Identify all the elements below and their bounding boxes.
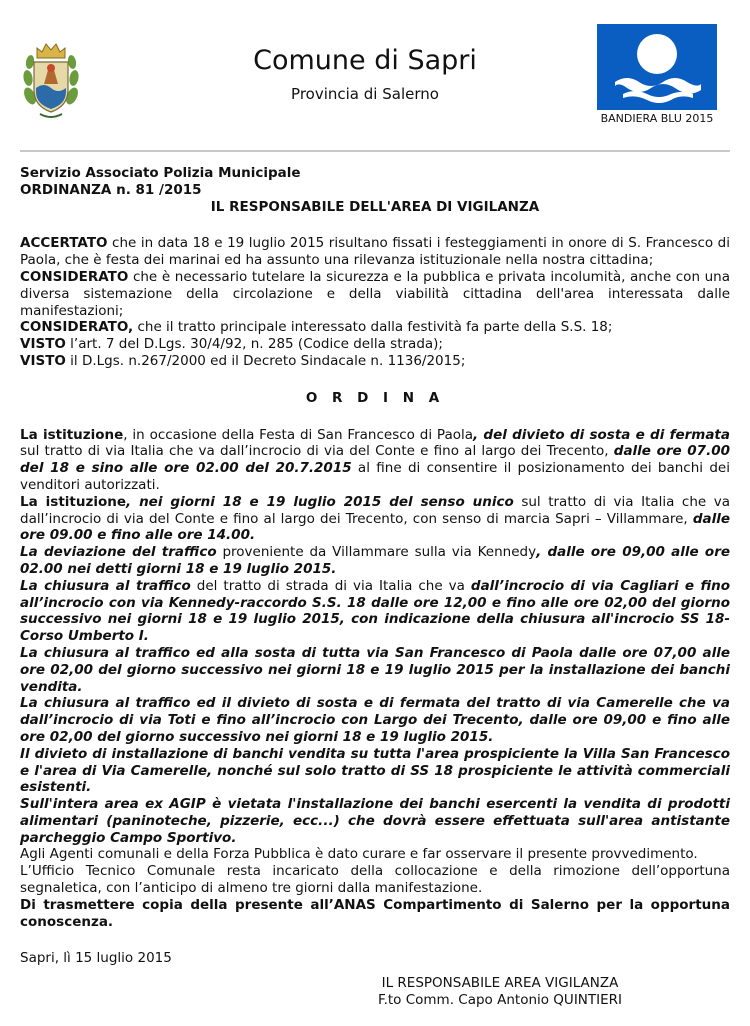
order-text: La istituzione — [20, 493, 126, 510]
order-text: La istituzione — [20, 426, 124, 443]
signature-block — [340, 975, 660, 1009]
premise-accertato — [20, 235, 730, 269]
premise-visto-2 — [20, 353, 730, 370]
municipality-name: Comune di Sapri — [253, 45, 477, 76]
premise-considerato-1 — [20, 269, 730, 319]
order-text: dall’incrocio di via Cagliari e fino all’incrocio con via Kennedy-raccordo S.S. 18 dalle ore 12,00 e fino alle ore 02,00 del giorno successivo nei giorni 18 e 19 luglio 2015, con indicazione della chiusura all'incrocio SS 18- Corso Umberto I. — [20, 577, 731, 645]
order-1 — [20, 427, 730, 494]
premise-visto-1 — [20, 336, 730, 353]
premise-label: CONSIDERATO — [20, 268, 129, 285]
order-text: , in occasione della Festa di San Francesco di Paola — [123, 426, 474, 443]
authority-heading: IL RESPONSABILE DELL'AREA DI VIGILANZA — [210, 198, 540, 215]
municipal-crest-icon — [20, 26, 82, 124]
order-10: L’Ufficio Tecnico Comunale resta incaricato della collocazione e della rimozione dell’opportuna segnaletica, con l’anticipo di almeno tre giorni dalla manifestazione. — [20, 863, 730, 897]
premise-text: che in data 18 e 19 luglio 2015 risultano fissati i festeggiamenti in onore di S. Francesco di Paola, che è festa dei marinai ed ha assunto una rilevanza istituzionale nella nostra cittadina; — [20, 235, 730, 269]
order-8: Sull'intera area ex AGIP è vietata l'installazione dei banchi esercenti la vendita di prodotti alimentari (paninoteche, pizzerie, ecc...) che dovrà essere effettuata sull'area antistante parcheggio Campo Sportivo. — [20, 796, 730, 846]
service-line: Servizio Associato Polizia Municipale — [20, 165, 301, 181]
signature-name: F.to Comm. Capo Antonio QUINTIERI — [377, 991, 623, 1008]
order-text: sul tratto di via Italia che va dall’incrocio di via del Conte e fino al largo dei Trecento, con senso di marcia Sapri – Villammare, — [20, 493, 731, 527]
order-3 — [20, 544, 730, 578]
premise-label: CONSIDERATO, — [20, 319, 134, 336]
premise-text: che il tratto principale interessato dalla festività fa parte della S.S. 18; — [133, 319, 613, 336]
ordinance-body — [20, 165, 730, 967]
order-text: sul tratto di via Italia che va dall’incrocio di via del Conte e fino al largo dei Trecento, — [20, 443, 614, 460]
order-text: del tratto di strada di via Italia che va — [190, 577, 471, 594]
order-text: , nei giorni 18 e 19 luglio 2015 del senso unico — [126, 493, 514, 510]
premise-considerato-2 — [20, 319, 730, 336]
blue-flag-logo-icon — [597, 24, 717, 110]
order-5: La chiusura al traffico ed alla sosta di tutta via San Francesco di Paola dalle ore 07,00 alle ore 02,00 del giorno successivo nei giorni 18 e 19 luglio 2015 per la installazione dei banchi vendita. — [20, 644, 730, 695]
order-text: proveniente da Villammare sulla via Kennedy — [216, 544, 537, 561]
order-7: Il divieto di installazione di banchi vendita su tutta l'area prospiciente la Villa San Francesco e l'area di Via Camerelle, nonché sul solo tratto di SS 18 prospiciente le attività commerciali esistenti. — [20, 745, 730, 796]
premise-text: l’art. 7 del D.Lgs. 30/4/92, n. 285 (Codice della strada); — [65, 336, 443, 353]
order-9: Agli Agenti comunali e della Forza Pubblica è dato curare e far osservare il presente provvedimento. — [20, 846, 698, 863]
place-date: Sapri, lì 15 luglio 2015 — [20, 950, 172, 967]
order-11: Di trasmettere copia della presente all’ANAS Compartimento di Salerno per la opportuna conoscenza. — [20, 896, 730, 930]
premise-label: VISTO — [20, 352, 66, 369]
ordina-heading: O R D I N A — [305, 389, 445, 406]
order-6: La chiusura al traffico ed il divieto di sosta e di fermata del tratto di via Camerelle che va dall’incrocio di via Toti e fino all’incrocio con Largo dei Trecento, dalle ore 09,00 e fino alle ore 02,00 del giorno successivo nei giorni 18 e 19 luglio 2015. — [20, 695, 730, 745]
order-text: dalle ore 07.00 del 18 e sino alle ore 02.00 del 20.7.2015 — [20, 443, 730, 477]
order-text: , del divieto di sosta e di fermata — [473, 426, 730, 443]
premise-text: che è necessario tutelare la sicurezza e la pubblica e privata incolumità, anche con una diversa sistemazione della circolazione e della viabilità cittadina dell'area interessata dalle manifestazioni; — [20, 268, 730, 319]
flag-caption: BANDIERA BLU 2015 — [600, 112, 714, 125]
order-text: La deviazione del traffico — [20, 544, 217, 561]
signature-title: IL RESPONSABILE AREA VIGILANZA — [381, 975, 619, 991]
order-text: La chiusura al traffico — [20, 577, 191, 594]
order-text: al fine di consentire il posizionamento dei banchi dei venditori autorizzati. — [20, 460, 730, 493]
order-2 — [20, 494, 730, 544]
header-divider — [20, 150, 730, 152]
premise-text: il D.Lgs. n.267/2000 ed il Decreto Sindacale n. 1136/2015; — [65, 352, 466, 369]
premise-label: VISTO — [20, 336, 66, 353]
order-text: , dalle ore 09,00 alle ore 02.00 nei detti giorni 18 e 19 luglio 2015. — [20, 544, 731, 577]
ordinance-number: ORDINANZA n. 81 /2015 — [20, 181, 202, 198]
order-4 — [20, 578, 730, 645]
province-name: Provincia di Salerno — [291, 85, 439, 103]
premise-label: ACCERTATO — [20, 235, 108, 252]
order-text: dalle ore 09.00 e fino alle ore 14.00. — [20, 510, 730, 544]
